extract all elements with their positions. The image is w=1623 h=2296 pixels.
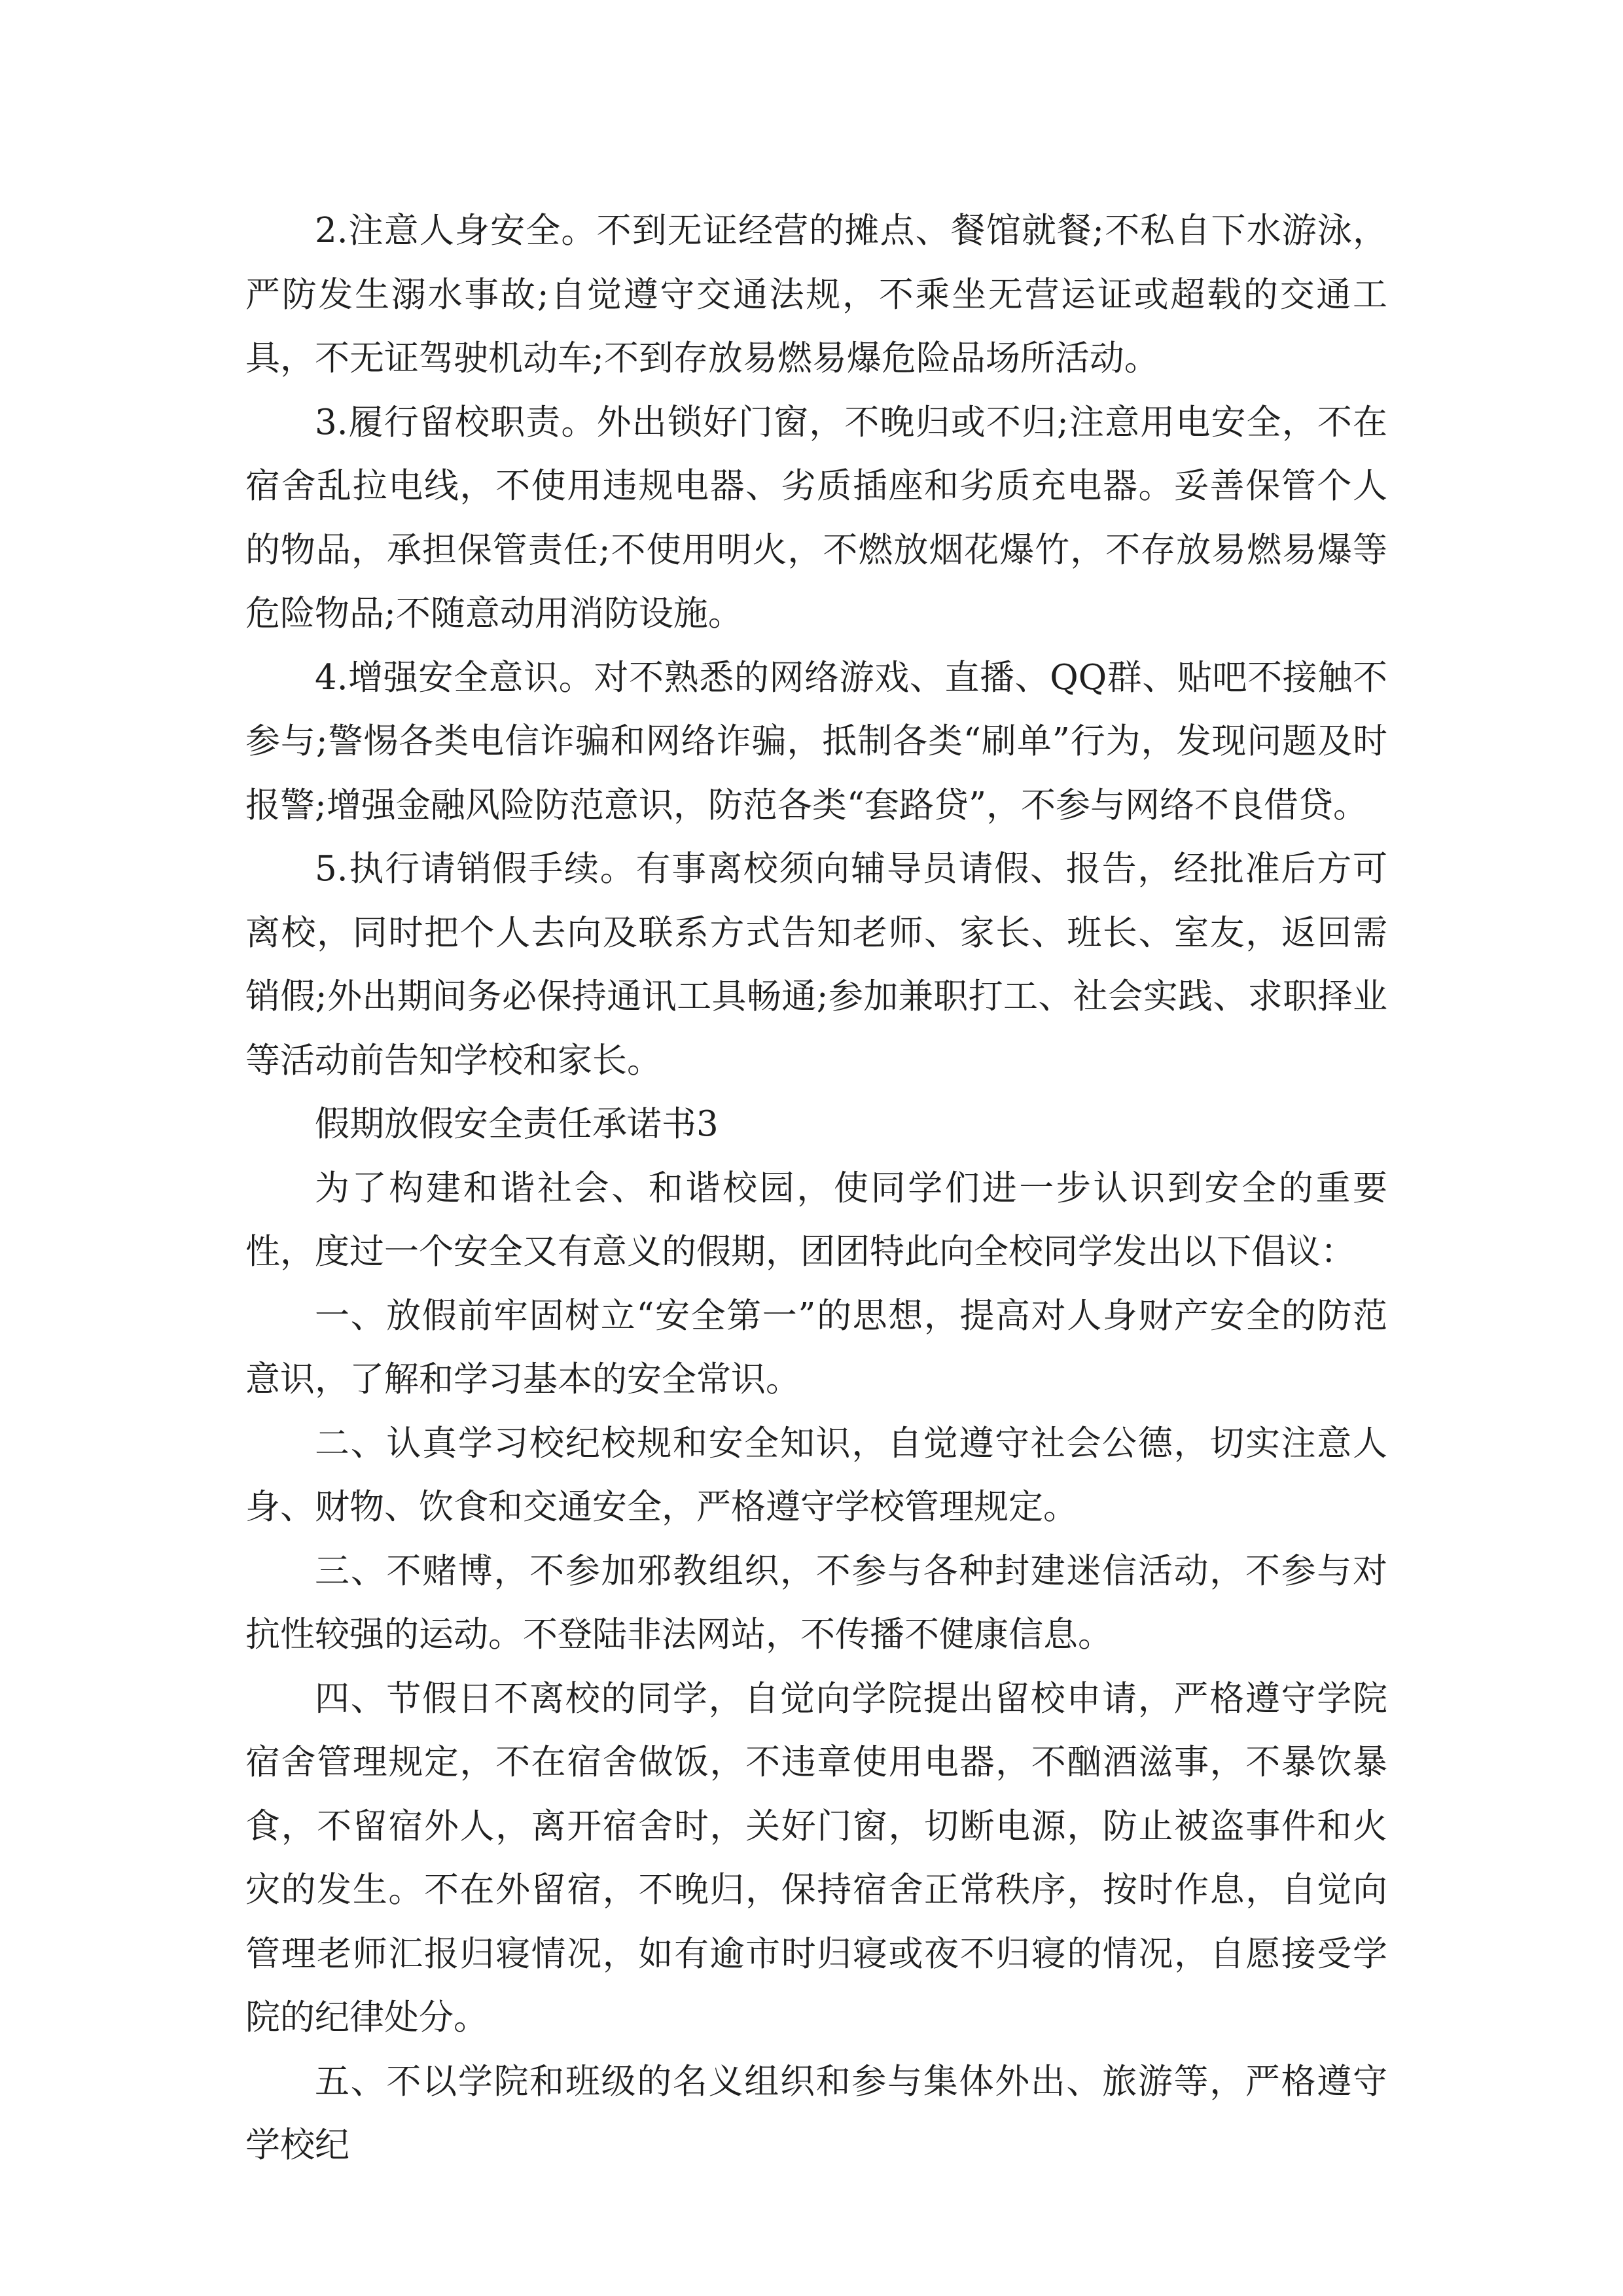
paragraph-item-4: 4.增强安全意识。对不熟悉的网络游戏、直播、QQ群、贴吧不接触不参与;警惕各类电信诈骗和网络诈骗，抵制各类“刷单”行为，发现问题及时报警;增强金融风险防范意识，防范各类“套路贷”，不参与网络不良借贷。 <box>245 657 1387 825</box>
section-title: 假期放假安全责任承诺书3 <box>315 1104 719 1144</box>
paragraph-item-one: 一、放假前牢固树立“安全第一”的思想，提高对人身财产安全的防范意识，了解和学习基本的安全常识。 <box>245 1295 1387 1399</box>
paragraph-item-2: 2.注意人身安全。不到无证经营的摊点、餐馆就餐;不私自下水游泳，严防发生溺水事故;自觉遵守交通法规，不乘坐无营运证或超载的交通工具，不无证驾驶机动车;不到存放易燃易爆危险品场所活动。 <box>245 211 1387 378</box>
paragraph-item-3: 3.履行留校职责。外出锁好门窗，不晚归或不归;注意用电安全，不在宿舍乱拉电线，不使用违规电器、劣质插座和劣质充电器。妥善保管个人的物品，承担保管责任;不使用明火，不燃放烟花爆竹，不存放易燃易爆等危险物品;不随意动用消防设施。 <box>245 402 1387 634</box>
document-body <box>245 199 1387 2178</box>
paragraph-item-three: 三、不赌博，不参加邪教组织，不参与各种封建迷信活动，不参与对抗性较强的运动。不登陆非法网站，不传播不健康信息。 <box>245 1551 1387 1655</box>
paragraph-item-four: 四、节假日不离校的同学，自觉向学院提出留校申请，严格遵守学院宿舍管理规定，不在宿舍做饭，不违章使用电器，不酗酒滋事，不暴饮暴食，不留宿外人，离开宿舍时，关好门窗，切断电源，防止被盗事件和火灾的发生。不在外留宿，不晚归，保持宿舍正常秩序，按时作息，自觉向管理老师汇报归寝情况，如有逾市时归寝或夜不归寝的情况，自愿接受学院的纪律处分。 <box>245 1678 1387 2037</box>
paragraph-item-two: 二、认真学习校纪校规和安全知识，自觉遵守社会公德，切实注意人身、财物、饮食和交通安全，严格遵守学校管理规定。 <box>245 1423 1387 1527</box>
paragraph-item-5: 5.执行请销假手续。有事离校须向辅导员请假、报告，经批准后方可离校，同时把个人去向及联系方式告知老师、家长、班长、室友，返回需销假;外出期间务必保持通讯工具畅通;参加兼职打工、社会实践、求职择业等活动前告知学校和家长。 <box>245 849 1387 1081</box>
intro-paragraph: 为了构建和谐社会、和谐校园，使同学们进一步认识到安全的重要性，度过一个安全又有意义的假期，团团特此向全校同学发出以下倡议： <box>245 1168 1387 1272</box>
paragraph-item-five: 五、不以学院和班级的名义组织和参与集体外出、旅游等，严格遵守学校纪 <box>245 2061 1387 2165</box>
